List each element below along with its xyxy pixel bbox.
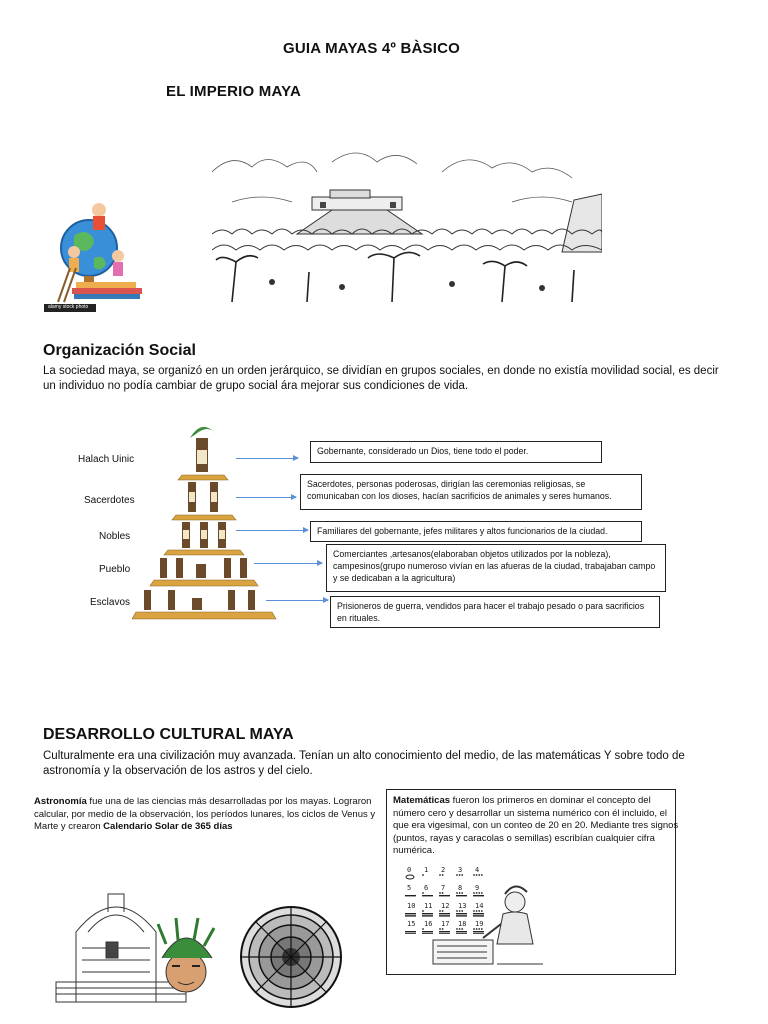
maya-numeral-dot: [481, 874, 483, 876]
astronomy-term: Astronomía: [34, 796, 87, 807]
maya-numeral-label: 17: [441, 920, 450, 928]
maya-numeral-dot: [478, 874, 480, 876]
maya-numeral-dot: [476, 874, 478, 876]
maya-numeral-bar: [405, 931, 416, 932]
maya-numeral-bar: [405, 895, 416, 896]
maya-numeral-label: 15: [407, 920, 416, 928]
maya-numeral-label: 18: [458, 920, 467, 928]
desc-box-pueblo: Comerciantes ,artesanos(elaboraban objetos utilizados por la nobleza), campesinos(grupo numeroso vivían en las afueras de la ciudad, trabajaban campo y se dedicaban a la agricultura): [326, 544, 666, 592]
desc-box-halach-uinic: Gobernante, considerado un Dios, tiene todo el poder.: [310, 441, 602, 463]
arrow-pueblo: [254, 563, 322, 564]
calendar-stone-illustration: [236, 905, 346, 1009]
maya-numeral-dot: [422, 874, 424, 876]
maya-numeral-label: 3: [458, 866, 463, 874]
maya-numeral-dot: [473, 874, 475, 876]
math-text: fueron los primeros en dominar el concepto del número cero y desarrollar un sistema numérico con él incluido, el que era vigesimal, con un conteo de 20 en 20. Mediante tres signos (puntos, rayas y caracolas o semillas) escribían cualquier cifra numérica.: [393, 795, 679, 856]
maya-numeral-label: 14: [475, 902, 484, 910]
maya-numeral-label: 12: [441, 902, 450, 910]
culture-paragraph: Culturalmente era una civilización muy avanzada. Tenían un alto conocimiento del medio, de las matemáticas Y sobre todo de astronomía y la observación de los astros y del cielo.: [43, 750, 685, 777]
maya-numeral-label: 13: [458, 902, 467, 910]
level-label-esclavos: Esclavos: [90, 597, 131, 608]
kids-globe-illustration: [44, 198, 154, 314]
arrow-nobles: [236, 530, 308, 531]
maya-numeral-bar: [405, 915, 416, 916]
maya-numeral-label: 1: [424, 866, 429, 874]
social-paragraph: La sociedad maya, se organizó en un orden jerárquico, se dividían en grupos sociales, en donde no existía movilidad social, es decir un individuo no podía cambiar de grupo social ára mejorar sus condiciones de vida.: [43, 365, 719, 392]
maya-numeral-dot: [439, 874, 441, 876]
maya-numeral-dot: [461, 874, 463, 876]
social-pyramid-illustration: [132, 420, 277, 625]
guide-title: GUIA MAYAS 4º BÀSICO: [283, 40, 461, 57]
desc-box-sacerdotes: Sacerdotes, personas poderosas, dirigían las ceremonias religiosas, se comunicaban con los dioses, hacían sacrificios de animales y seres humanos.: [300, 474, 642, 510]
maya-numeral-label: 8: [458, 884, 463, 892]
maya-numeral-label: 4: [475, 866, 480, 874]
arrow-halach-uinic: [236, 458, 298, 459]
maya-numeral-label: 11: [424, 902, 433, 910]
level-label-halach-uinic: Halach Uinic: [78, 454, 135, 465]
maya-numeral-label: 5: [407, 884, 412, 892]
desc-box-esclavos: Prisioneros de guerra, vendidos para hacer el trabajo pesado o para sacrificios en rituales.: [330, 596, 660, 628]
maya-numeral-dot: [422, 910, 424, 912]
maya-numeral-dot: [459, 874, 461, 876]
stock-caption: alamy stock photo: [48, 304, 89, 310]
maya-numeral-dot: [442, 874, 444, 876]
math-box: [386, 789, 679, 975]
math-paragraph: [393, 795, 683, 858]
observatory-illustration: [46, 862, 226, 1008]
maya-numeral-label: 7: [441, 884, 446, 892]
maya-numeral-bar: [405, 933, 416, 934]
maya-numeral-label: 0: [407, 866, 412, 874]
astronomy-text: fue una de las ciencias más desarrolladas por los mayas. Lograron calcular, por medio de la observación, los períodos lunares, los ciclos de Venus y Marte y crearon: [34, 796, 376, 832]
astronomy-paragraph: [34, 796, 384, 834]
maya-numeral-label: 9: [475, 884, 480, 892]
social-heading: Organización Social: [43, 342, 196, 359]
maya-numeral-label: 10: [407, 902, 416, 910]
desc-box-nobles: Familiares del gobernante, jefes militares y altos funcionarios de la ciudad.: [310, 521, 642, 542]
math-term: Matemáticas: [393, 795, 451, 806]
arrow-esclavos: [266, 600, 328, 601]
maya-numeral-dot: [456, 874, 458, 876]
level-label-pueblo: Pueblo: [99, 564, 131, 575]
culture-heading: DESARROLLO CULTURAL MAYA: [43, 726, 294, 743]
maya-numeral-dot: [422, 892, 424, 894]
arrow-sacerdotes: [236, 497, 296, 498]
maya-numeral-label: 2: [441, 866, 446, 874]
maya-numeral-label: 6: [424, 884, 429, 892]
level-label-sacerdotes: Sacerdotes: [84, 495, 135, 506]
maya-numeral-label: 19: [475, 920, 484, 928]
maya-temple-illustration: [212, 142, 602, 310]
maya-numeral-dot: [422, 928, 424, 930]
maya-scribe-illustration: [427, 884, 547, 972]
level-label-nobles: Nobles: [99, 531, 131, 542]
solar-calendar-term: Calendario Solar de 365 días: [103, 821, 233, 832]
maya-zero-shell: [406, 875, 414, 879]
maya-numeral-bar: [405, 913, 416, 914]
maya-numeral-label: 16: [424, 920, 433, 928]
page-subtitle: EL IMPERIO MAYA: [166, 83, 301, 100]
